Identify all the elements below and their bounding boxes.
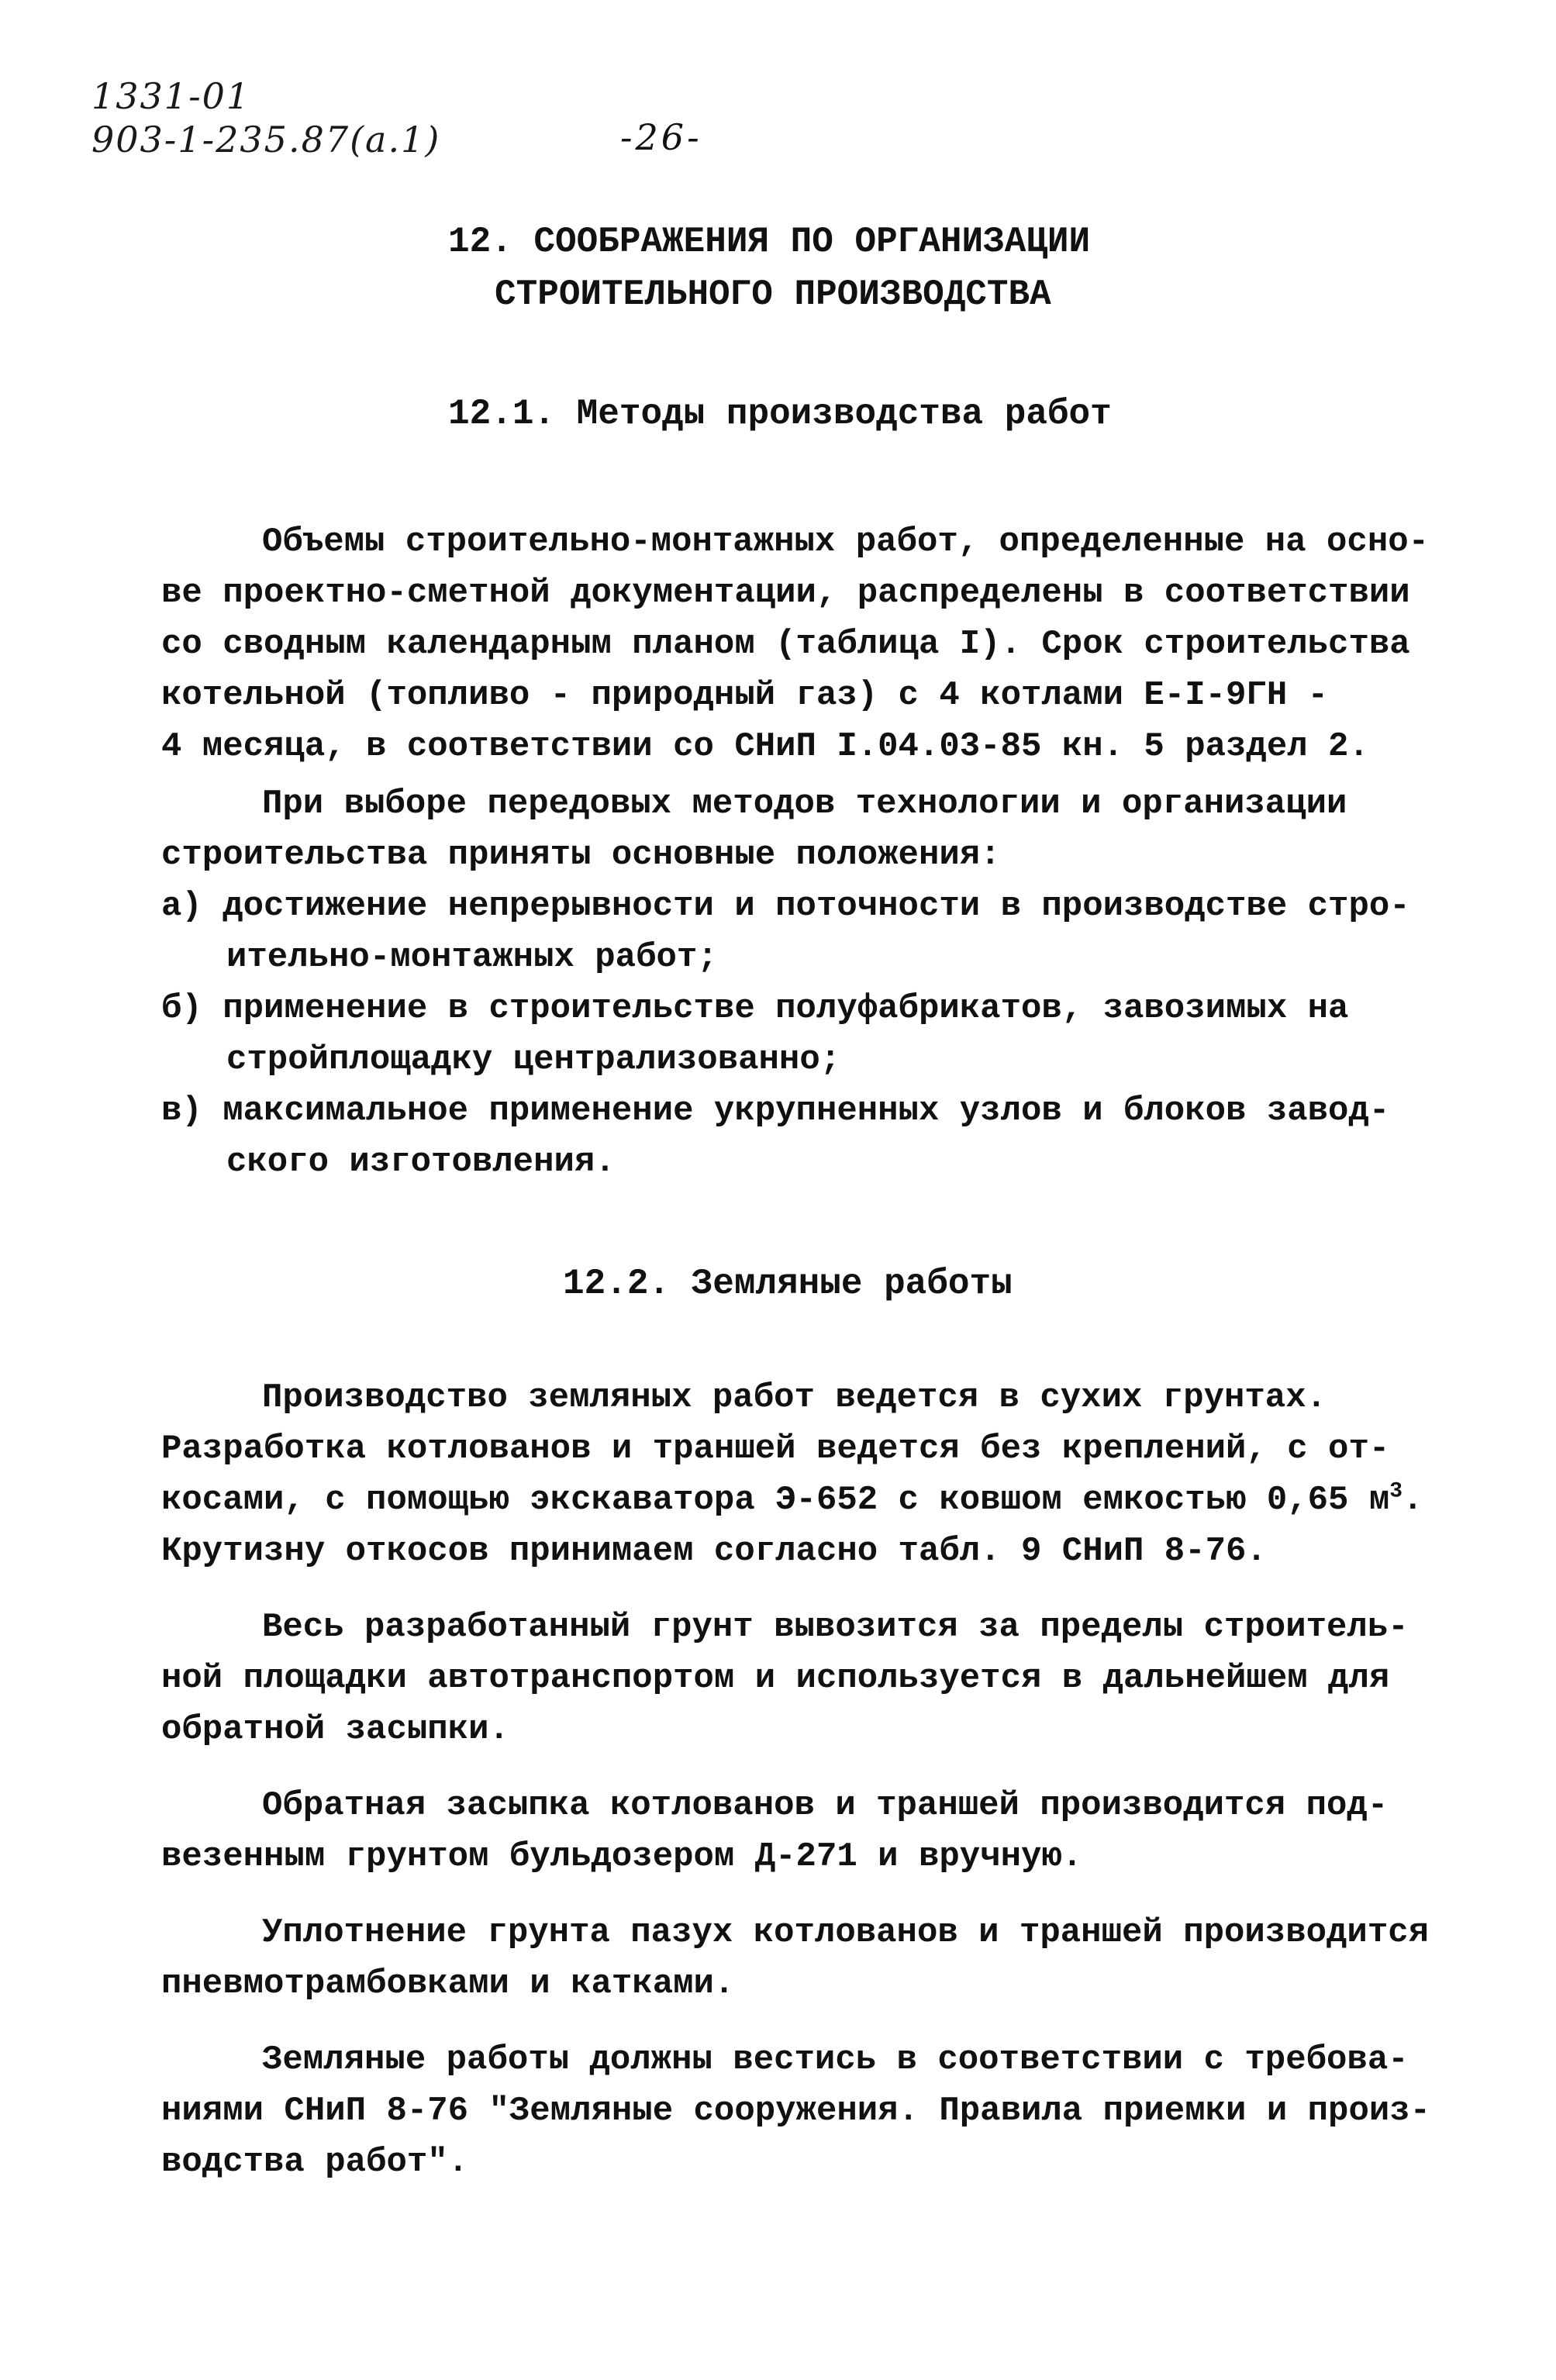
paragraph-principles — [161, 778, 1456, 1188]
handwritten-archive-number: 1331-01 — [91, 75, 251, 117]
text-line: котельной (топливо - природный газ) с 4 котлами Е-I-9ГН - — [161, 676, 1329, 715]
text-line: При выборе передовых методов технологии и организации — [262, 785, 1347, 823]
text-line: строительства приняты основные положения: — [161, 836, 1001, 874]
text-line: Крутизну откосов принимаем согласно табл. 9 СНиП 8-76. — [161, 1532, 1267, 1571]
text-line: Разработка котлованов и траншей ведется без креплений, с от- — [161, 1430, 1390, 1468]
paragraph-standards — [161, 2034, 1456, 2188]
subsection-title-earthworks: 12.2. Земляные работы — [563, 1264, 1013, 1304]
list-item-b: б) применение в строительстве полуфабрикатов, завозимых на — [161, 989, 1349, 1028]
section-title-line2: СТРОИТЕЛЬНОГО ПРОИЗВОДСТВА — [495, 274, 1051, 315]
list-item-c: в) максимальное применение укрупненных узлов и блоков завод- — [161, 1092, 1390, 1130]
text-line: ниями СНиП 8-76 "Земляные сооружения. Правила приемки и произ- — [161, 2092, 1431, 2130]
text-line — [161, 1475, 1456, 1526]
paragraph-volumes — [161, 516, 1456, 772]
superscript: 3 — [1389, 1479, 1403, 1504]
page-number: -26- — [620, 116, 702, 158]
list-item-a-cont: ительно-монтажных работ; — [226, 938, 718, 977]
subsection-title-methods: 12.1. Методы производства работ — [448, 394, 1112, 434]
text-span: косами, с помощью экскаватора Э-652 с ковшом емкостью 0,65 м — [161, 1481, 1390, 1519]
paragraph-backfill — [161, 1780, 1456, 1882]
text-line: Земляные работы должны вестись в соответствии с требова- — [262, 2040, 1409, 2079]
text-line: Уплотнение грунта пазух котлованов и траншей производится — [262, 1913, 1430, 1952]
text-line: Производство земляных работ ведется в сухих грунтах. — [262, 1378, 1327, 1417]
text-line: везенным грунтом бульдозером Д-271 и вручную. — [161, 1837, 1083, 1876]
list-item-b-cont: стройплощадку централизованно; — [226, 1040, 841, 1079]
section-title-line1: 12. СООБРАЖЕНИЯ ПО ОРГАНИЗАЦИИ — [448, 222, 1091, 262]
text-line: пневмотрамбовками и катками. — [161, 1964, 735, 2003]
text-line: водства работ". — [161, 2143, 469, 2182]
paragraph-compaction — [161, 1907, 1456, 2009]
paragraph-soil-removal — [161, 1602, 1456, 1755]
text-line: Обратная засыпка котлованов и траншей производится под- — [262, 1786, 1389, 1825]
text-line: ной площадки автотранспортом и используется в дальнейшем для — [161, 1659, 1390, 1698]
text-line: ве проектно-сметной документации, распределены в соответствии — [161, 574, 1410, 612]
text-line: Весь разработанный грунт вывозится за пределы строитель- — [262, 1608, 1409, 1647]
list-item-c-cont: ского изготовления. — [226, 1143, 616, 1181]
text-span: . — [1402, 1481, 1423, 1519]
text-line: Объемы строительно-монтажных работ, определенные на осно- — [262, 523, 1430, 561]
text-line: 4 месяца, в соответствии со СНиП I.04.03-85 кн. 5 раздел 2. — [161, 727, 1369, 766]
handwritten-project-code: 903-1-235.87(a.1) — [91, 119, 441, 160]
text-line: обратной засыпки. — [161, 1710, 509, 1749]
paragraph-earthworks — [161, 1372, 1456, 1577]
list-item-a: а) достижение непрерывности и поточности в производстве стро- — [161, 887, 1410, 926]
text-line: со сводным календарным планом (таблица I). Срок строительства — [161, 625, 1410, 664]
